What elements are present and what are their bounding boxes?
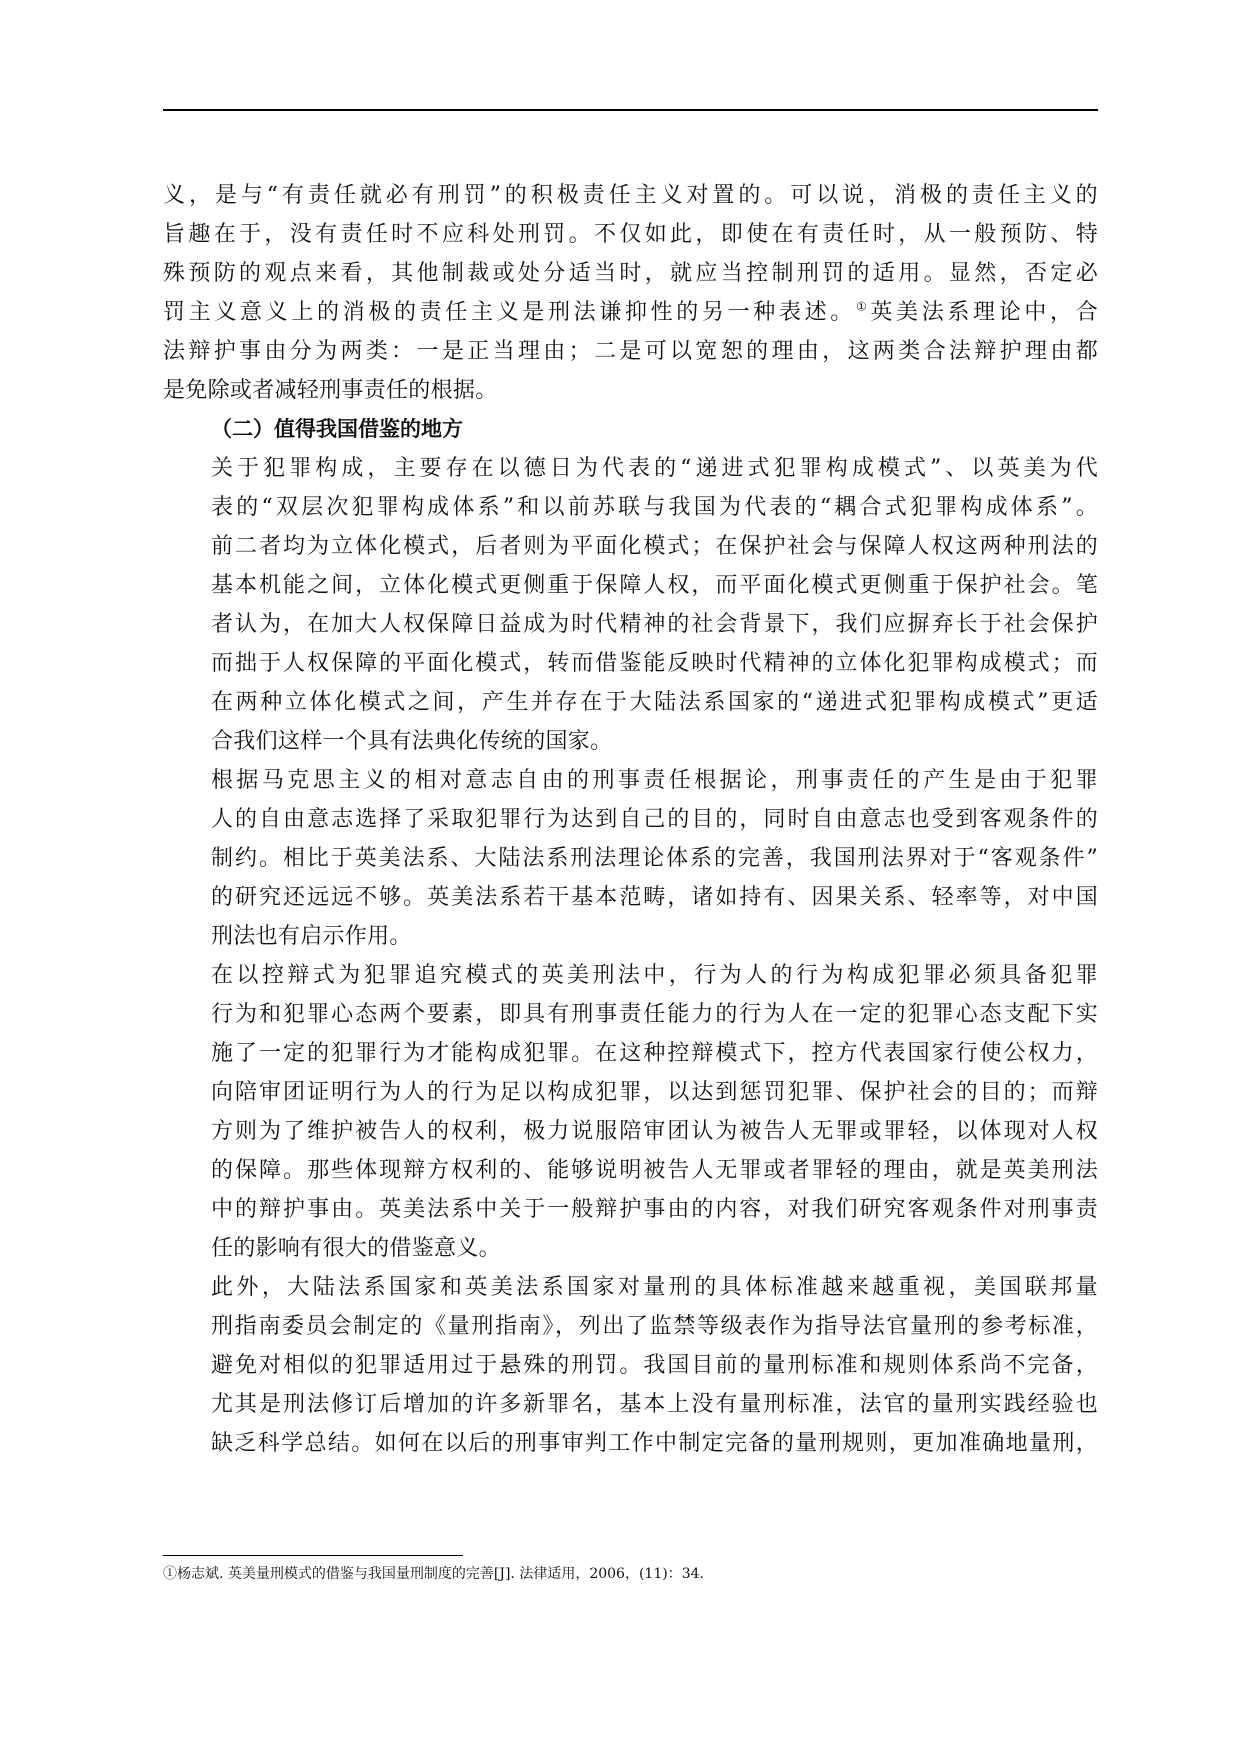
text-line: 根据马克思主义的相对意志自由的刑事责任根据论，刑事责任的产生是由于犯罪 [211, 768, 1098, 793]
text-line: 中的辩护事由。英美法系中关于一般辩护事由的内容，对我们研究客观条件对刑事责 [211, 1197, 1098, 1222]
text-line: 制约。相比于英美法系、大陆法系刑法理论体系的完善，我国刑法界对于“客观条件” [211, 846, 1098, 871]
text-line: 的保障。那些体现辩方权利的、能够说明被告人无罪或者罪轻的理由，就是英美刑法 [211, 1158, 1098, 1183]
text-line: 法辩护事由分为两类：一是正当理由；二是可以宽恕的理由，这两类合法辩护理由都 [163, 339, 1098, 364]
text-line: 表的“双层次犯罪构成体系”和以前苏联与我国为代表的“耦合式犯罪构成体系”。 [211, 495, 1098, 520]
header-rule [163, 109, 1098, 111]
text-line: 此外，大陆法系国家和英美法系国家对量刑的具体标准越来越重视，美国联邦量 [211, 1275, 1098, 1300]
footnote-marker[interactable]: ① [855, 299, 871, 314]
text-line: 前二者均为立体化模式，后者则为平面化模式；在保护社会与保障人权这两种刑法的 [211, 534, 1098, 559]
text-line: 者认为，在加大人权保障日益成为时代精神的社会背景下，我们应摒弃长于社会保护 [211, 612, 1098, 637]
paragraph-5 [163, 1268, 1098, 1463]
text-line: 基本机能之间，立体化模式更侧重于保障人权，而平面化模式更侧重于保护社会。笔 [211, 573, 1098, 598]
text-line: 义，是与“有责任就必有刑罚”的积极责任主义对置的。可以说，消极的责任主义的 [163, 183, 1098, 208]
paragraph-3 [163, 761, 1098, 956]
paragraph-4 [163, 956, 1098, 1268]
footnote-separator [163, 1555, 463, 1556]
text-line: 任的影响有很大的借鉴意义。 [211, 1236, 501, 1261]
text-line: 行为和犯罪心态两个要素，即具有刑事责任能力的行为人在一定的犯罪心态支配下实 [211, 1002, 1098, 1027]
text-line: 施了一定的犯罪行为才能构成犯罪。在这种控辩模式下，控方代表国家行使公权力， [211, 1041, 1098, 1066]
text-line: 方则为了维护被告人的权利，极力说服陪审团认为被告人无罪或罪轻，以体现对人权 [211, 1119, 1098, 1144]
footnote: ①杨志斌. 英美量刑模式的借鉴与我国量刑制度的完善[J]. 法律适用，2006，(11)：34. [163, 1566, 704, 1582]
text-line: 在以控辩式为犯罪追究模式的英美刑法中，行为人的行为构成犯罪必须具备犯罪 [211, 963, 1098, 988]
text-line: 向陪审团证明行为人的行为足以构成犯罪，以达到惩罚犯罪、保护社会的目的；而辩 [211, 1080, 1098, 1105]
section-heading: （二）值得我国借鉴的地方 [211, 417, 463, 441]
text-line: 人的自由意志选择了采取犯罪行为达到自己的目的，同时自由意志也受到客观条件的 [211, 807, 1098, 832]
text-line: 刑法也有启示作用。 [211, 924, 412, 949]
text-line-with-footnote [163, 293, 1098, 332]
paragraph-2 [163, 449, 1098, 761]
text-line: 旨趣在于，没有责任时不应科处刑罚。不仅如此，即使在有责任时，从一般预防、特 [163, 222, 1098, 247]
text-line: 关于犯罪构成，主要存在以德日为代表的“递进式犯罪构成模式”、以英美为代 [211, 456, 1098, 481]
text-line: 避免对相似的犯罪适用过于悬殊的刑罚。我国目前的量刑标准和规则体系尚不完备， [211, 1353, 1098, 1378]
text-line: 合我们这样一个具有法典化传统的国家。 [211, 729, 613, 754]
text-line: 在两种立体化模式之间，产生并存在于大陆法系国家的“递进式犯罪构成模式”更适 [211, 690, 1098, 715]
text-line: 殊预防的观点来看，其他制裁或处分适当时，就应当控制刑罚的适用。显然，否定必 [163, 261, 1098, 286]
text-line: 刑指南委员会制定的《量刑指南》，列出了监禁等级表作为指导法官量刑的参考标准， [211, 1314, 1098, 1339]
text-segment: 英美法系理论中，合 [870, 300, 1099, 325]
text-line: 而拙于人权保障的平面化模式，转而借鉴能反映时代精神的立体化犯罪构成模式；而 [211, 651, 1098, 676]
text-line: 缺乏科学总结。如何在以后的刑事审判工作中制定完备的量刑规则，更加准确地量刑， [211, 1431, 1098, 1456]
text-line: 尤其是刑法修订后增加的许多新罪名，基本上没有量刑标准，法官的量刑实践经验也 [211, 1392, 1098, 1417]
text-line: 的研究还远远不够。英美法系若干基本范畴，诸如持有、因果关系、轻率等，对中国 [211, 885, 1098, 910]
text-segment: 罚主义意义上的消极的责任主义是刑法谦抑性的另一种表述。 [163, 300, 856, 325]
paragraph-1 [163, 176, 1098, 410]
page-body [163, 176, 1098, 1463]
text-line: 是免除或者减轻刑事责任的根据。 [163, 378, 498, 403]
